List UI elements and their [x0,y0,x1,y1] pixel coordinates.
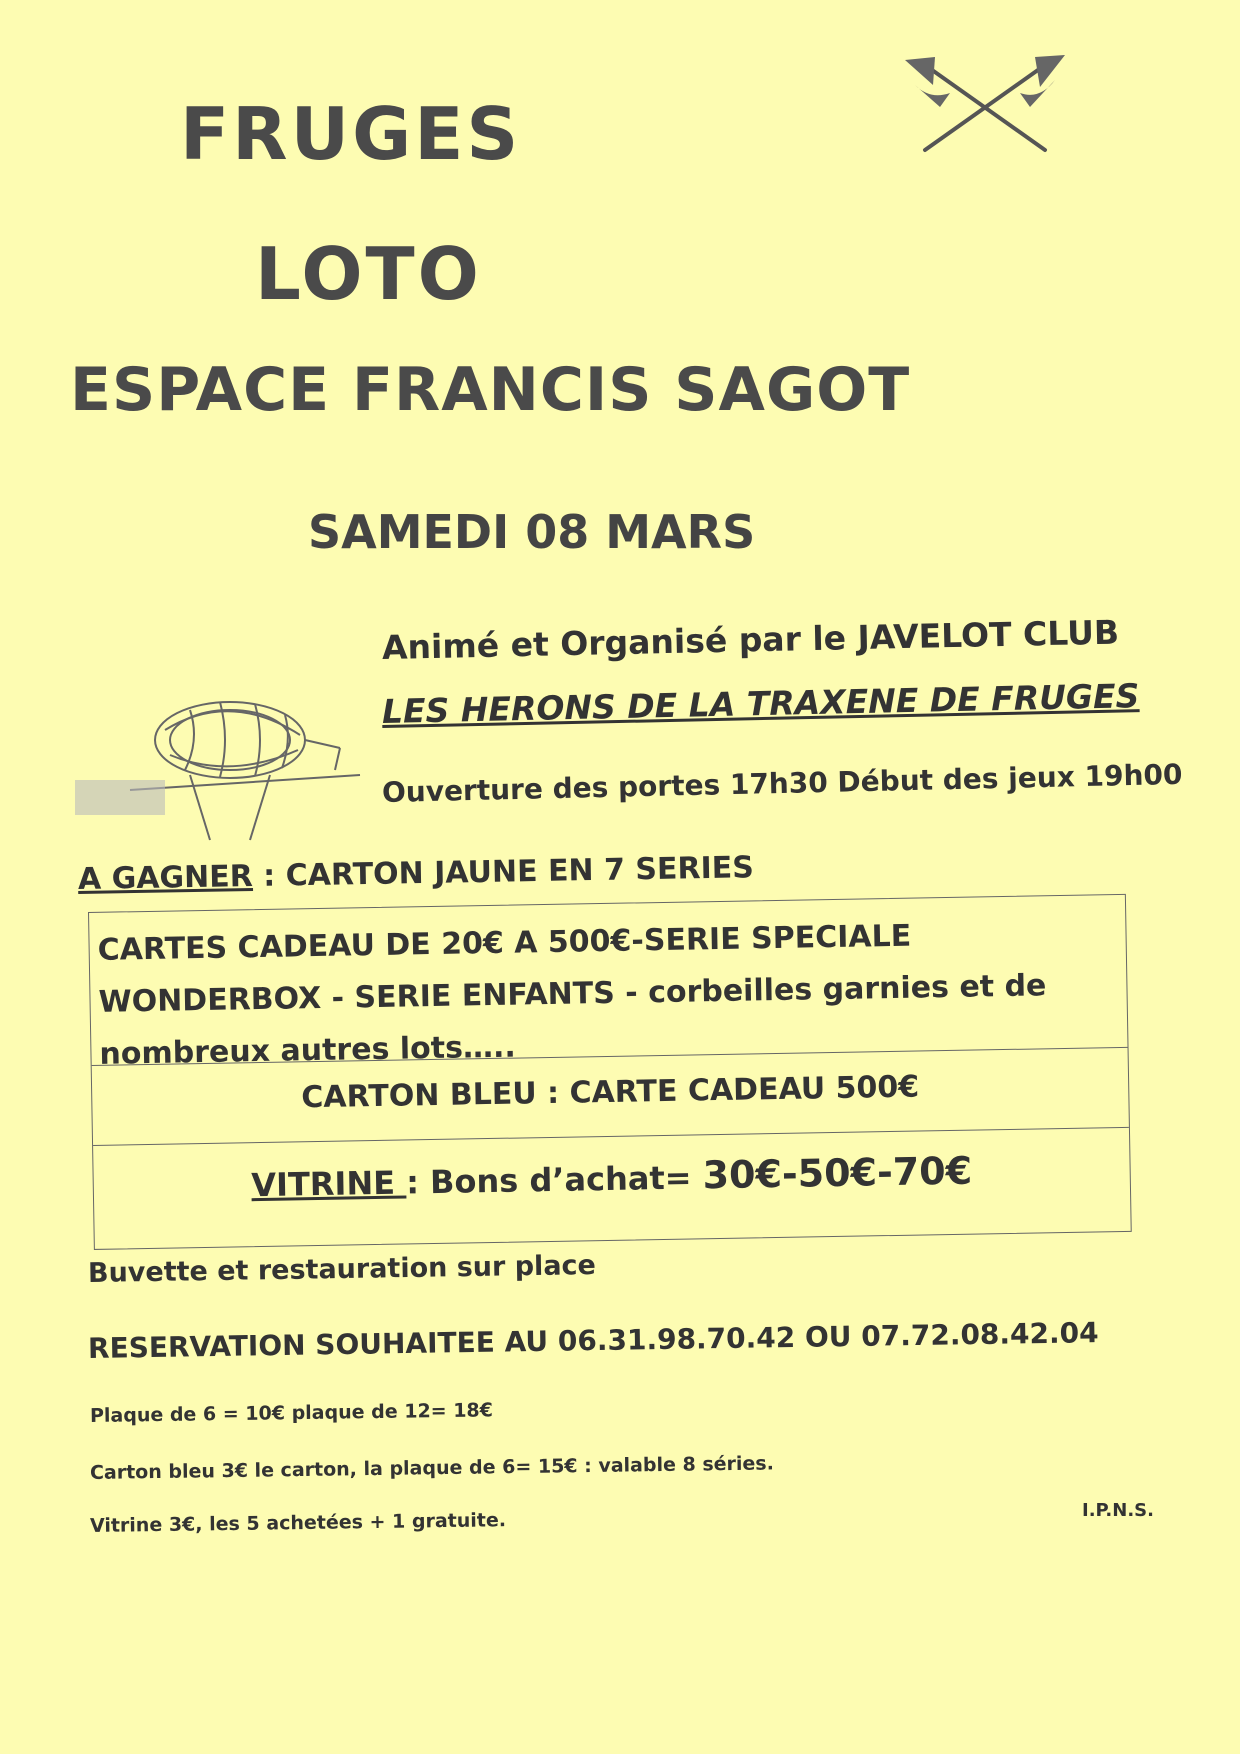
organizer-line-2: LES HERONS DE LA TRAXENE DE FRUGES [381,676,1140,731]
bingo-cage-icon [70,680,370,845]
organizer-line-1: Animé et Organisé par le JAVELOT CLUB [381,612,1120,667]
event-title: LOTO [255,232,482,316]
vitrine-text [93,1146,1130,1208]
vitrine-label: VITRINE [251,1163,407,1205]
prize-row-vitrine [93,1128,1131,1249]
prize-heading [78,850,754,897]
carton-bleu-text: CARTON BLEU : CARTE CADEAU 500€ [301,1069,920,1116]
prize-row-gift-cards [89,895,1128,1072]
gift-cards-text: CARTES CADEAU DE 20€ A 500€-SERIE SPECIALE WONDERBOX - SERIE ENFANTS - corbeilles garnies et de nombreux autres lots….. [97,918,1047,1072]
venue-title: ESPACE FRANCIS SAGOT [70,355,911,425]
reservation-info: RESERVATION SOUHAITEE AU 06.31.98.70.42 OU 07.72.08.42.04 [87,1316,1099,1365]
plaque-price: Plaque de 6 = 10€ plaque de 12= 18€ [89,1399,494,1427]
crossed-javelins-icon [895,45,1075,165]
carton-bleu-price: Carton bleu 3€ le carton, la plaque de 6= 15€ : valable 8 séries. [89,1452,775,1484]
prize-table [88,894,1132,1250]
buvette-info: Buvette et restauration sur place [87,1250,597,1289]
vitrine-values: 30€-50€-70€ [702,1148,973,1198]
prize-heading-label: A GAGNER [77,858,254,897]
vitrine-price: Vitrine 3€, les 5 achetées + 1 gratuite. [89,1509,507,1537]
ipns-mark: I.P.N.S. [1082,1500,1154,1521]
prize-heading-text: : CARTON JAUNE EN 7 SERIES [252,850,755,894]
town-title: FRUGES [180,92,522,176]
opening-hours: Ouverture des portes 17h30 Début des jeux 19h00 [381,757,1183,809]
event-date: SAMEDI 08 MARS [308,505,756,559]
vitrine-desc: : Bons d’achat= [405,1158,703,1202]
